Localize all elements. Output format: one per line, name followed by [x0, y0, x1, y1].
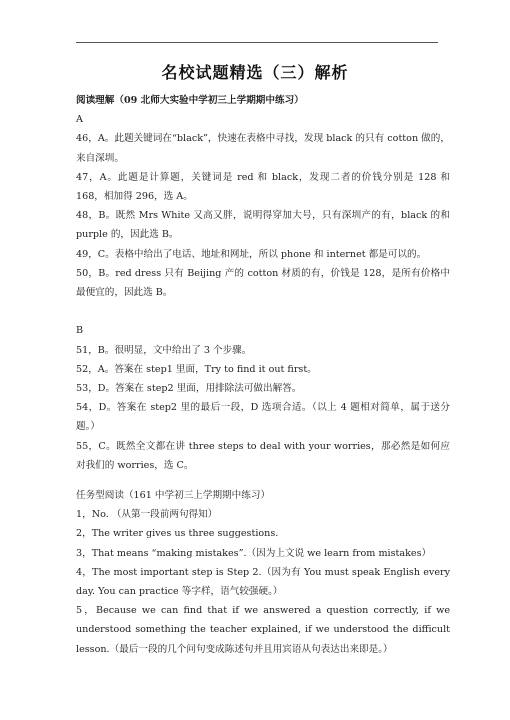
answer-item: 2，The writer gives us three suggestions.: [76, 528, 279, 540]
header-rule: [76, 42, 438, 43]
answer-item: 50，B。red dress 只有 Beijing 产的 cotton 材质的有，价钱是 128，是所有价格中最便宜的，因此选 B。: [76, 267, 450, 299]
reading-section-heading: 阅读理解（09 北师大实验中学初三上学期期中练习）: [76, 95, 304, 106]
answer-item: 5，Because we can find that if we answered a question correctly, if we understood something the teacher explained, if we understood the difficult lesson.（最后一段的几个问句变成陈述句并且用宾语从句表达出来即是。）: [76, 605, 450, 655]
answer-item: 53，D。答案在 step2 里面，用排除法可做出解答。: [76, 383, 302, 395]
answer-item: 48，B。既然 Mrs White 又高又胖，说明得穿加大号，只有深圳产的有，black 的和 purple 的，因此选 B。: [76, 210, 450, 241]
answer-item: 52，A。答案在 step1 里面，Try to find it out first。: [76, 363, 317, 375]
page-title: 名校试题精选（三）解析: [161, 63, 349, 82]
spacer: [76, 475, 450, 486]
answer-item: 54，D。答案在 step2 里的最后一段，D 选项合适。（以上 4 题相对简单，属于送分题。）: [76, 402, 450, 433]
answer-item: 46，A。此题关键词在“black”，快速在表格中寻找，发现 black 的只有 cotton 做的，来自深圳。: [76, 133, 450, 164]
task-section-heading: 任务型阅读（161 中学初三上学期期中练习）: [76, 490, 271, 502]
part-a-label: A: [76, 114, 83, 126]
answer-item: 1，No. （从第一段前两句得知）: [76, 509, 218, 521]
answer-item: 55，C。既然全文都在讲 three steps to deal with your worries，那必然是如何应对我们的 worries，选 C。: [76, 440, 450, 471]
answer-item: 4，The most important step is Step 2.（因为有 You must speak English every day. You can practice 等字样，语气较强硬。）: [76, 566, 450, 598]
part-b-label: B: [76, 325, 84, 337]
answer-item: 49，C。表格中给出了电话、地址和网址，所以 phone 和 internet 都是可以的。: [76, 248, 427, 260]
answer-item: 47，A。此题是计算题，关键词是 red 和 black，发现二者的价钱分别是 128 和 168，相加得 296，选 A。: [76, 171, 450, 203]
document-body: [76, 91, 450, 659]
spacer: [76, 302, 450, 321]
answer-item: 51，B。很明显，文中给出了 3 个步骤。: [76, 344, 252, 356]
answer-item: 3，That means “making mistakes”.（因为上文说 we learn from mistakes）: [76, 547, 432, 559]
